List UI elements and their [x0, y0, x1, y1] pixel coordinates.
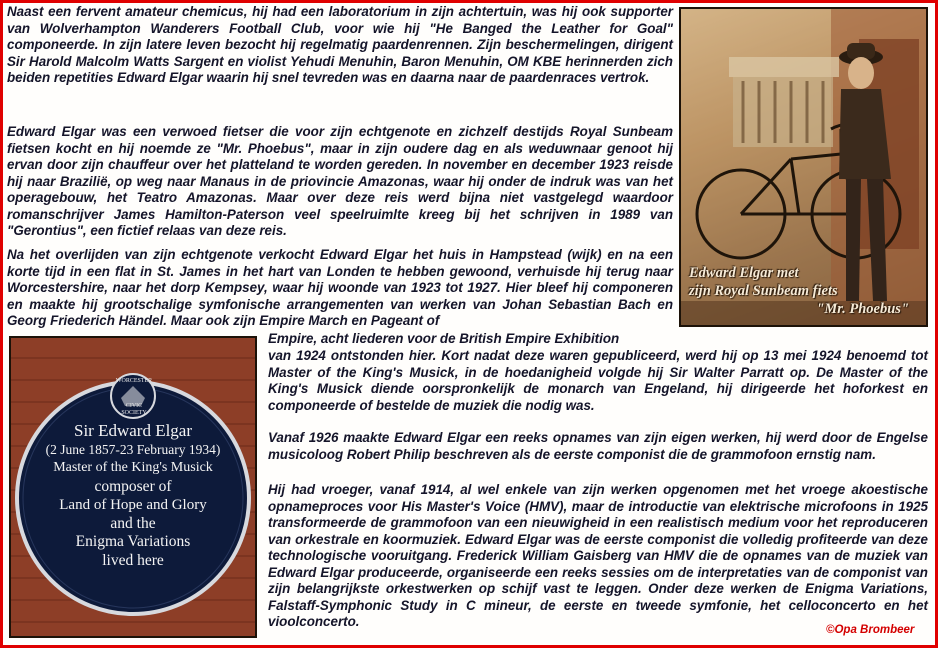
- plaque-line-and: and the: [110, 514, 156, 532]
- plaque-line-lived: lived here: [102, 551, 164, 569]
- plaque-inscription: [35, 422, 231, 570]
- plaque-society-badge: [114, 378, 154, 417]
- plaque-line-name: Sir Edward Elgar: [73, 421, 193, 440]
- plaque-line-title: Master of the King's Musick: [53, 460, 213, 475]
- paragraph-master-of-musick: van 1924 ontstonden hier. Kort nadat deze waren gepubliceerd, werd hij op 13 mei 1924 benoemd tot Master of the King's Musick, in de hoedanigheid volgde hij Sir Walter Parratt op. De Master of the King's Musick diende oorspronkelijk de monarch van Engeland, hij dirigeerde het hoforkest en componeerde of bestelde de muziek die nodig was.: [268, 348, 928, 413]
- elgar-bicycle-photo: [679, 7, 928, 327]
- paragraph-hmv: Hij had vroeger, vanaf 1914, al wel enkele van zijn werken opgenomen met het vroege akoestische opnameproces voor His Master's Voice (HMV), maar de introductie van elektrische microfoons in 1925 transformeerde de grammofoon van een nieuwigheid in een realistisch medium voor het reproduceren van orkestrale en koormuziek. Edward Elgar was de eerste componist die volledig profiteerde van deze technologische vooruitgang. Frederick William Gaisberg van HMV die de opnames van de muziek van Edward Elgar produceerde, organiseerde een reeks sessies om de interpretaties van de componist van zijn belangrijkste orkestwerken op schijf vast te leggen. Onder deze werken de Enigma Variations, Falstaff-Symphonic Study in C mineur, de eerste en tweede symfonie, het celloconcerto en het vioolconcerto.: [268, 482, 928, 629]
- caption-line-2: zijn Royal Sunbeam fiets: [689, 283, 838, 299]
- photo-caption: [689, 264, 925, 318]
- paragraph-amateur-chemist: Naast een fervent amateur chemicus, hij had een laboratorium in zijn achtertuin, was hij ook supporter van Wolverhampton Wanderers Football Club, voor wie hij "He Banged the Leather for Goal" componeerde. In zijn latere leven bezocht hij regelmatig paardenrennen. Zijn beschermelingen, dirigent Sir Harold Malcolm Watts Sargent en violist Yehudi Menuhin, Baron Menuhin, OM KBE herinnerden zich beiden repetities Edward Elgar waarin hij snel tevreden was en daarna naar de paardenraces vertrok.: [7, 4, 673, 85]
- paragraph-empire: Empire, acht liederen voor de British Empire Exhibition: [268, 331, 620, 346]
- blue-plaque-photo: [9, 336, 257, 638]
- plaque-line-composer: composer of: [94, 477, 172, 495]
- plaque-line-dates: (2 June 1857-23 February 1934): [45, 441, 221, 457]
- caption-line-1: Edward Elgar met: [689, 265, 799, 281]
- plaque-line-work2: Enigma Variations: [75, 533, 191, 550]
- copyright-label: ©Opa Brombeer: [826, 624, 915, 636]
- paragraph-cyclist: Edward Elgar was een verwoed fietser die voor zijn echtgenote en zichzelf destijds Royal Sunbeam fietsen kocht en hij noemde ze "Mr. Phoebus", maar in zijn oudere dag en als weduwnaar genoot hij ervan door zijn chauffeur over het platteland te worden gereden. In november en december 1923 reisde hij naar Brazilië, op weg naar Manaus in de priovincie Amazonas, waar hij onder de indruk was van het operagebouw, het Teatro Amazonas. Maar over deze reis werd bijna niet vastgelegd waardoor romanschrijver James Hamilton-Paterson veel speelruimlte kreeg bij het schrijven in 1989 van "Gerontius", een fictief relaas van deze reis.: [7, 124, 673, 238]
- caption-line-3: "Mr. Phoebus": [816, 301, 909, 317]
- paragraph-recordings: Vanaf 1926 maakte Edward Elgar een reeks opnames van zijn eigen werken, hij werd door de Engelse musicoloog Robert Philip beschreven als de eerste componist die de grammofoon ernstig nam.: [268, 430, 928, 462]
- plaque-line-work1: Land of Hope and Glory: [59, 497, 207, 513]
- badge-top-text: WORCESTER: [115, 378, 153, 384]
- paragraph-kempsey: Na het overlijden van zijn echtgenote verkocht Edward Elgar het huis in Hampstead (wijk) en na een korte tijd in een flat in St. James in het hart van Londen te hebben gewoond, verhuisde hij terug naar Worcestershire, naar het dorp Kempsey, waar hij woonde van 1923 tot 1927. Hier bleef hij componeren en maakte hij grootschalige symfonische arrangementen van werken van Johan Sebastian Bach en Georg Friederich Händel. Maar ook zijn Empire March en Pageant of: [7, 247, 673, 328]
- badge-bottom-text: CIVIC SOCIETY: [121, 403, 147, 416]
